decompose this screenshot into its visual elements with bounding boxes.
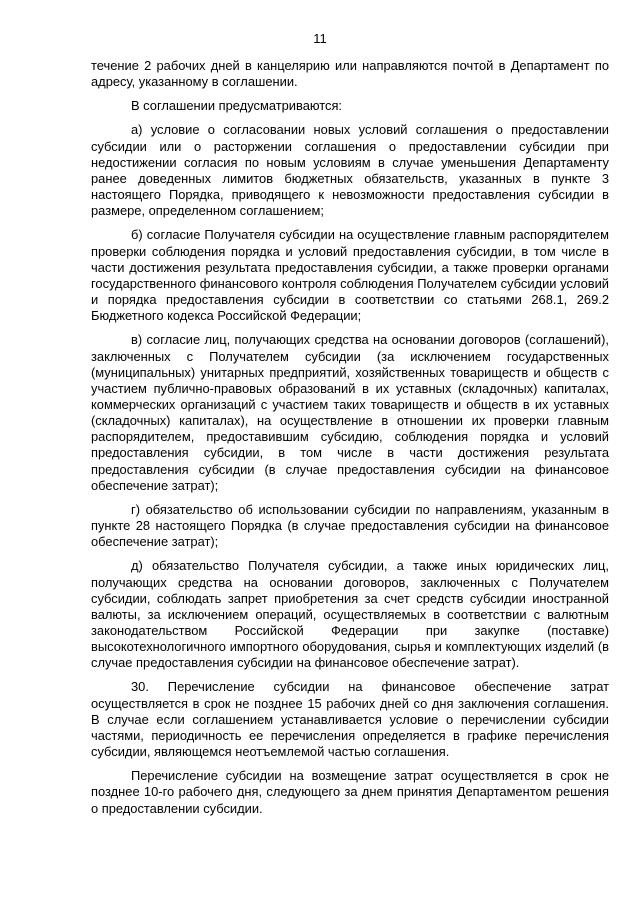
paragraph-agreement-intro: В соглашении предусматриваются: (131, 98, 343, 114)
page-number: 11 (313, 31, 327, 46)
paragraph-item-g: г) обязательство об использовании субсидии по направлениям, указанным в пункте 28 настоящего Порядка (в случае предоставления субсидии на финансовое обеспечение затрат); (91, 501, 609, 550)
document-body (91, 58, 609, 817)
paragraph-continuation: течение 2 рабочих дней в канцелярию или направляются почтой в Департамент по адресу, указанному в соглашении. (91, 58, 609, 90)
paragraph-clause-30: 30. Перечисление субсидии на финансовое обеспечение затрат осуществляется в срок не позднее 15 рабочих дней со дня заключения соглашения. В случае если соглашением устанавливается условие о перечислении субсидии частями, периодичность ее перечисления определяется в графике перечисления субсидии, являющемся неотъемлемой частью соглашения. (91, 679, 609, 760)
paragraph-item-d: д) обязательство Получателя субсидии, а также иных юридических лиц, получающих средства на основании договоров, заключенных с Получателем субсидии, соблюдать запрет приобретения за счет средств субсидии иностранной валюты, за исключением операций, осуществляемых в соответствии с валютным законодательством Российской Федерации при закупке (поставке) высокотехнологичного импортного оборудования, сырья и комплектующих изделий (в случае предоставления субсидии на финансовое обеспечение затрат). (91, 558, 609, 671)
paragraph-item-v: в) согласие лиц, получающих средства на основании договоров (соглашений), заключенных с Получателем субсидии (за исключением государственных (муниципальных) унитарных предприятий, хозяйственных товариществ и обществ с участием публично-правовых образований в их уставных (складочных) капиталах, коммерческих организаций с участием таких товариществ и обществ в их уставных (складочных) капиталах), на осуществление в отношении их проверки главным распорядителем, предоставившим субсидию, соблюдения порядка и условий предоставления субсидии, в том числе в части достижения результата предоставления субсидии (в случае предоставления субсидии на финансовое обеспечение затрат); (91, 332, 609, 493)
paragraph-reimbursement: Перечисление субсидии на возмещение затрат осуществляется в срок не позднее 10-го рабочего дня, следующего за днем принятия Департаментом решения о предоставлении субсидии. (91, 768, 609, 816)
paragraph-item-b: б) согласие Получателя субсидии на осуществление главным распорядителем проверки соблюдения порядка и условий предоставления субсидии, в том числе в части достижения результата предоставления субсидии, а также проверки органами государственного финансового контроля соблюдения Получателем субсидии условий и порядка предоставления субсидии в соответствии со статьями 268.1, 269.2 Бюджетного кодекса Российской Федерации; (91, 227, 609, 324)
paragraph-item-a: а) условие о согласовании новых условий соглашения о предоставлении субсидии или о расторжении соглашения о предоставлении субсидии при недостижении согласия по новым условиям в случае уменьшения Департаменту ранее доведенных лимитов бюджетных обязательств, указанных в пункте 3 настоящего Порядка, приводящего к невозможности предоставления субсидии в размере, определенном соглашением; (91, 122, 609, 219)
